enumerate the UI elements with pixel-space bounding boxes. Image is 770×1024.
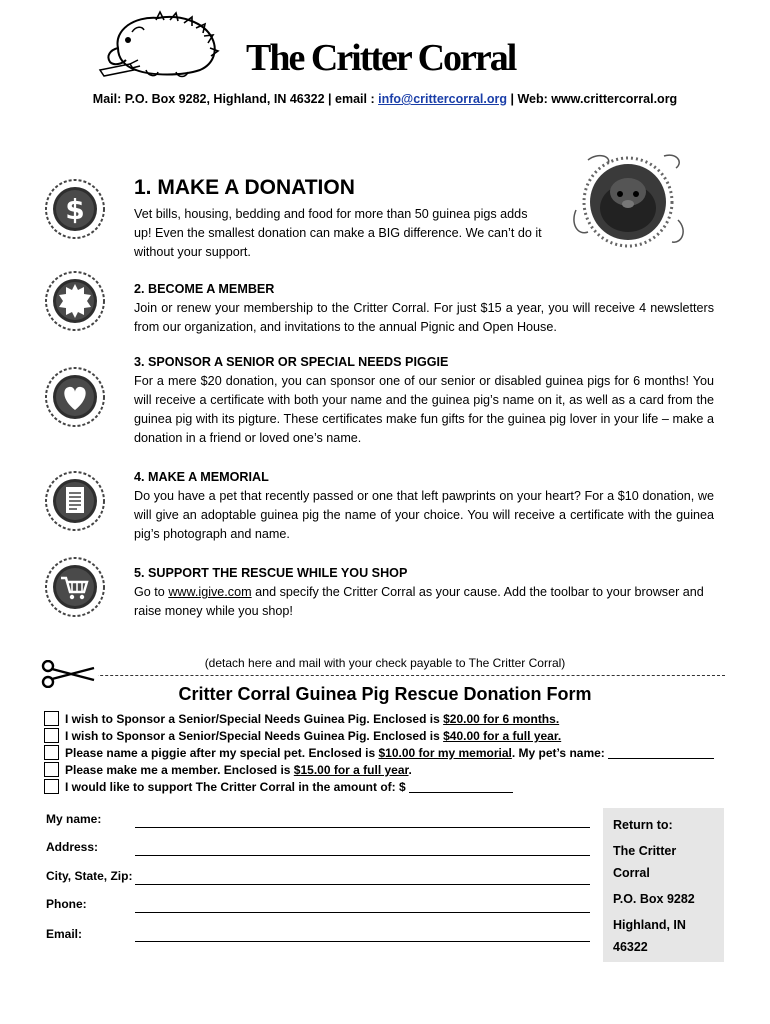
section-body: Join or renew your membership to the Critter Corral. For just $15 a year, you will receive 4 newsletters from our organization, and invitations to the annual Pignic and Open House. xyxy=(134,301,714,334)
city-label: City, State, Zip: xyxy=(46,869,133,883)
address-label: Address: xyxy=(46,840,99,854)
option-sponsor-year xyxy=(44,728,561,745)
option-amount: $20.00 for 6 months. xyxy=(443,712,560,726)
section-shop xyxy=(134,564,714,621)
section-body: For a mere $20 donation, you can sponsor one of our senior or disabled guinea pigs for 6 months! You will receive a certificate with both your name and the guinea pig’s name on it, as well as a card from the guinea pig with its pigture. These certificates make fun gifts for the guinea pig lover in your life – make a donation in a friend or loved one’s name. xyxy=(134,374,714,445)
igive-link[interactable]: www.igive.com xyxy=(168,585,252,599)
option-after: . xyxy=(408,763,412,777)
option-custom-amount xyxy=(44,779,513,796)
section-member xyxy=(134,280,714,337)
email-label: Email: xyxy=(46,927,83,941)
option-memorial xyxy=(44,745,714,762)
section-heading: 3. SPONSOR A SENIOR OR SPECIAL NEEDS PIGGIE xyxy=(134,355,449,369)
document-icon xyxy=(44,470,106,532)
cart-icon xyxy=(44,556,106,618)
return-line: Highland, IN xyxy=(613,918,686,932)
checkbox[interactable] xyxy=(44,779,59,794)
return-line: 46322 xyxy=(613,940,648,954)
detach-note: (detach here and mail with your check payable to The Critter Corral) xyxy=(204,656,566,670)
contact-web: | Web: www.crittercorral.org xyxy=(507,92,678,106)
amount-field[interactable] xyxy=(409,792,513,793)
checkbox[interactable] xyxy=(44,762,59,777)
section-donation xyxy=(134,175,714,262)
heart-icon xyxy=(44,366,106,428)
section-body xyxy=(134,583,714,621)
contact-line xyxy=(0,92,770,106)
return-line: The Critter xyxy=(613,844,677,858)
pet-name-field[interactable] xyxy=(608,758,714,759)
address-field[interactable] xyxy=(135,855,590,856)
option-text: Please make me a member. Enclosed is xyxy=(65,763,294,777)
checkbox[interactable] xyxy=(44,711,59,726)
shop-body-suffix: and specify the Critter Corral as your cause. Add the toolbar to your browser and raise money while you shop! xyxy=(134,585,704,618)
option-amount: $40.00 for a full year. xyxy=(443,729,562,743)
option-member xyxy=(44,762,412,779)
section-heading: 1. MAKE A DONATION xyxy=(134,176,355,199)
phone-label: Phone: xyxy=(46,897,87,911)
section-body: Do you have a pet that recently passed or one that left pawprints on your heart? For a $10 donation, we will give an adoptable guinea pig the name of your choice. You will receive a certificate with the guinea pig’s photograph and name. xyxy=(134,489,714,541)
return-address-box xyxy=(603,808,724,962)
city-field[interactable] xyxy=(135,884,590,885)
return-line: Corral xyxy=(613,866,650,880)
page-title: The Critter Corral xyxy=(246,37,516,79)
name-label: My name: xyxy=(46,812,102,826)
option-text: I wish to Sponsor a Senior/Special Needs Guinea Pig. Enclosed is xyxy=(65,712,444,726)
seal-icon xyxy=(44,270,106,332)
checkbox[interactable] xyxy=(44,745,59,760)
guinea-pig-logo xyxy=(96,8,224,80)
section-heading: 2. BECOME A MEMBER xyxy=(134,282,275,296)
option-amount: $15.00 for a full year xyxy=(293,763,409,777)
section-heading: 5. SUPPORT THE RESCUE WHILE YOU SHOP xyxy=(134,566,408,580)
return-line: P.O. Box 9282 xyxy=(613,892,695,906)
svg-text:$: $ xyxy=(65,193,85,226)
option-after: . My pet’s name: xyxy=(511,746,605,760)
cut-line xyxy=(40,675,725,676)
option-text: I wish to Sponsor a Senior/Special Needs Guinea Pig. Enclosed is xyxy=(65,729,444,743)
section-heading: 4. MAKE A MEMORIAL xyxy=(134,470,269,484)
email-link[interactable]: info@crittercorral.org xyxy=(378,92,507,106)
form-title: Critter Corral Guinea Pig Rescue Donation Form xyxy=(178,684,592,704)
option-text: I would like to support The Critter Corral in the amount of: $ xyxy=(65,780,406,794)
section-sponsor xyxy=(134,353,714,448)
dollar-icon xyxy=(44,178,106,240)
section-memorial xyxy=(134,468,714,544)
name-field[interactable] xyxy=(135,827,590,828)
shop-body-prefix: Go to xyxy=(134,585,169,599)
phone-field[interactable] xyxy=(135,912,590,913)
contact-prefix: Mail: P.O. Box 9282, Highland, IN 46322 | email : xyxy=(92,92,379,106)
option-amount: $10.00 for my memorial xyxy=(378,746,512,760)
return-label: Return to: xyxy=(613,818,673,832)
email-field[interactable] xyxy=(135,941,590,942)
option-text: Please name a piggie after my special pet. Enclosed is xyxy=(65,746,379,760)
option-sponsor-6mo xyxy=(44,711,559,728)
section-body: Vet bills, housing, bedding and food for more than 50 guinea pigs adds up! Even the smallest donation can make a BIG difference. We can’t do it without your support. xyxy=(134,207,542,259)
checkbox[interactable] xyxy=(44,728,59,743)
